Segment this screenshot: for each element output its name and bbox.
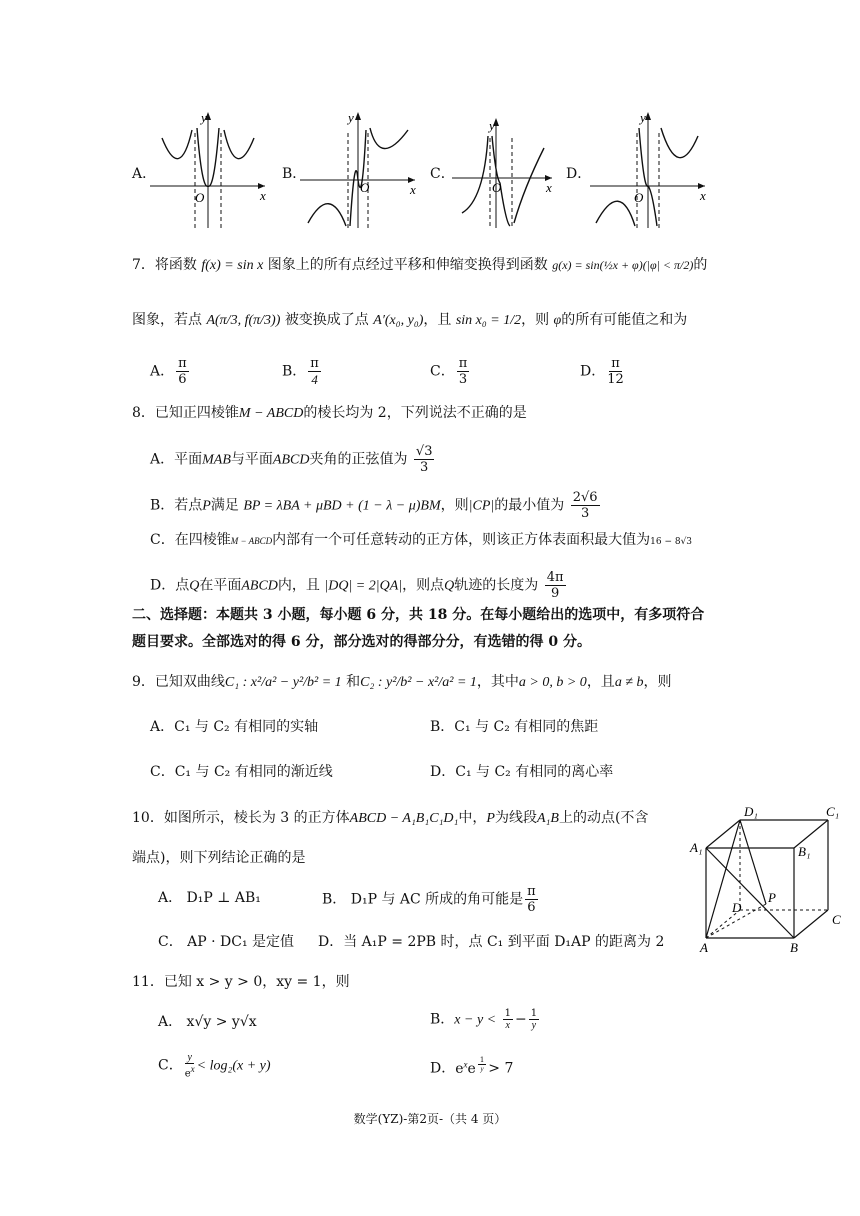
- q6-option-d-label: D．: [566, 166, 592, 182]
- q11-stem: 11．已知 x > y > 0，xy = 1，则: [132, 974, 350, 990]
- q7-condition: sin x₀ = 1/2: [455, 313, 522, 328]
- q9-option-d: D．C₁ 与 C₂ 有相同的离心率: [430, 764, 614, 780]
- section2-heading-line2: 题目要求。全部选对的得 6 分，部分选对的得部分分，有选错的得 0 分。: [132, 634, 591, 650]
- q11-option-d: D．$e^xe$ $^{\frac{1}{y}}$ > 7: [430, 1056, 514, 1077]
- q7-stem-line2: 图象，若点 A(π/3, f(π/3)) 被变换成了点 A′(x₀, y₀)，且 sin x₀ = 1/2，则 φ的所有可能值之和为: [132, 312, 688, 328]
- svg-text:A: A: [700, 940, 708, 955]
- q10-option-b: B． D₁P 与 AC 所成的角可能是 $\frac{\pi}{6}$: [322, 884, 536, 915]
- q10-stem-line2: 端点)，则下列结论正确的是: [132, 850, 306, 866]
- q7-point-a1: A′(x₀, y₀): [373, 313, 424, 328]
- q7-option-b: B． $\frac{\pi}{4}$: [282, 356, 319, 387]
- page-footer: 数学(YZ)-第2页-（共 4 页）: [353, 1112, 507, 1126]
- q7-option-d: D． $\frac{\pi}{12}$: [580, 356, 624, 387]
- q7-func-g: g(x) = sin(½x + φ)(|φ| < π/2): [552, 258, 694, 272]
- q6c-x-label: x: [546, 180, 552, 195]
- q9-option-c: C．C₁ 与 C₂ 有相同的渐近线: [150, 764, 333, 780]
- q6-graph-c: [452, 108, 562, 230]
- q6d-x-label: x: [700, 188, 706, 203]
- q6c-origin-label: O: [492, 180, 502, 195]
- q6d-origin-label: O: [634, 190, 644, 205]
- q8-option-a: A．平面MAB与平面ABCD夹角的正弦值为 $\frac{√3}{3}$: [150, 444, 433, 475]
- svg-text:A₁: A₁: [690, 840, 703, 855]
- q10-stem-line1: 10．如图所示，棱长为 3 的正方体ABCD − A₁B₁C₁D₁中，P为线段A₁B上的动点(不含: [132, 810, 649, 826]
- q6a-origin-label: O: [195, 190, 205, 205]
- svg-text:P: P: [768, 890, 776, 905]
- q11-option-c: C． $\frac{y}{e^x}$ < log₂(x + y): [158, 1052, 271, 1080]
- q11-option-a: A． x√y > y√x: [158, 1014, 257, 1030]
- q6-graph-d: [590, 108, 715, 230]
- q7-option-a: A． $\frac{\pi}{6}$: [150, 356, 187, 387]
- q6-option-b-label: B．: [282, 166, 307, 182]
- q7-option-c: C． $\frac{\pi}{3}$: [430, 356, 468, 387]
- q10-option-d: D．当 A₁P = 2PB 时，点 C₁ 到平面 D₁AP 的距离为 2: [318, 934, 665, 950]
- q6a-y-label: y: [201, 110, 207, 125]
- q8-option-d: D．点Q在平面ABCD内，且 |DQ| = 2|QA|，则点Q轨迹的长度为 $\frac{4\pi}{9}$: [150, 570, 564, 601]
- q6b-origin-label: O: [360, 180, 370, 195]
- svg-text:C₁: C₁: [826, 804, 840, 819]
- q9-option-b: B．C₁ 与 C₂ 有相同的焦距: [430, 719, 599, 735]
- svg-text:D₁: D₁: [744, 804, 758, 819]
- q6-graph-a: [150, 108, 275, 230]
- q7-func-f: f(x) = sin x: [201, 258, 264, 273]
- q6-graph-b: [300, 108, 425, 230]
- q6d-y-label: y: [640, 110, 646, 125]
- q9-option-a: A．C₁ 与 C₂ 有相同的实轴: [150, 719, 319, 735]
- q7-stem-line1: 7．将函数 f(x) = sin x 图象上的所有点经过平移和伸缩变换得到函数 g(x) = sin(½x + φ)(|φ| < π/2)的: [132, 257, 708, 273]
- q6c-y-label: y: [489, 118, 495, 133]
- q8-stem: 8．已知正四棱锥M − ABCD的棱长均为 2，下列说法不正确的是: [132, 405, 527, 421]
- q6-option-c-label: C．: [430, 166, 455, 182]
- q6a-x-label: x: [260, 188, 266, 203]
- q10-option-a: A． D₁P ⊥ AB₁: [158, 890, 261, 906]
- q8-option-b: B．若点P满足 BP = λBA + μBD + (1 − λ − μ)BM，则|CP|的最小值为 $\frac{2√6}{3}$: [150, 490, 598, 521]
- q6b-x-label: x: [410, 182, 416, 197]
- section2-heading-line1: 二、选择题：本题共 3 小题，每小题 6 分，共 18 分。在每小题给出的选项中，有多项符合: [132, 607, 705, 623]
- q10-cube-figure: [688, 800, 850, 956]
- q8-vector-formula: BP = λBA + μBD + (1 − λ − μ)BM: [243, 498, 441, 514]
- q6-option-a-label: A．: [132, 166, 157, 182]
- svg-text:D: D: [732, 900, 742, 915]
- svg-text:C: C: [832, 912, 841, 927]
- q8-option-c: C．在四棱锥M − ABCD内部有一个可任意转动的正方体，则该正方体表面积最大值为16 − 8√3: [150, 532, 693, 548]
- svg-text:B: B: [790, 940, 798, 955]
- q10-option-c: C． AP · DC₁ 是定值: [158, 934, 295, 950]
- q6b-y-label: y: [348, 110, 354, 125]
- q7-point-a: A(π/3, f(π/3)): [206, 313, 281, 328]
- q9-stem: 9．已知双曲线C₁ : x²/a² − y²/b² = 1 和C₂ : y²/b² − x²/a² = 1，其中a > 0, b > 0，且a ≠ b，则: [132, 674, 672, 690]
- q11-option-b: B．x − y < $\frac{1}{x}$ − $\frac{1}{y}$: [430, 1008, 538, 1031]
- svg-text:B₁: B₁: [798, 844, 811, 859]
